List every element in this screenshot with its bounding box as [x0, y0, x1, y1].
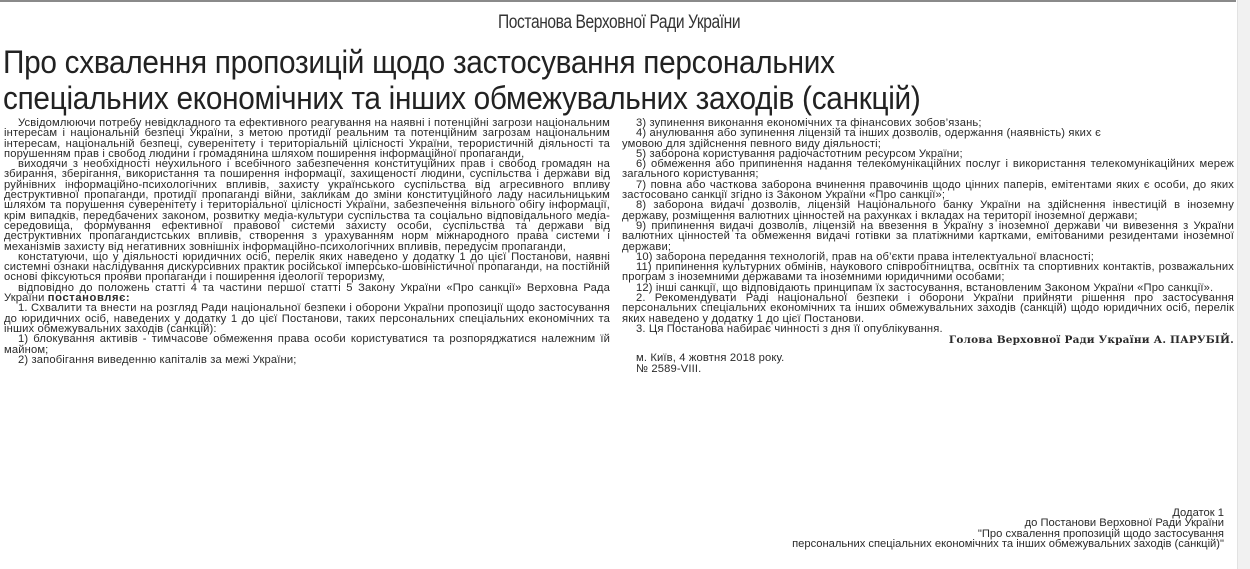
preamble-4-text: відповідно до положень статті 4 та частини першої статті 5 Закону України «Про санкції» Верховна Рада України: [4, 281, 610, 305]
document-kicker: Постанова Верховної Ради України: [497, 12, 741, 33]
title-line-2: спеціальних економічних та інших обмежувальних заходів (санкцій): [3, 80, 921, 116]
paragraph-item-2: 2. Рекомендувати Раді національної безпеки і оборони України прийняти рішення про застосування персональних спеціальних економічних та інших обмежувальних заходів (санкцій) щодо юридичних осіб, перелік яких наведено у додатку 1 до цієї Постанови.: [622, 292, 1234, 325]
sanction-item-10: 10) заборона передання технологій, прав на об’єкти права інтелектуальної власності;: [636, 250, 1095, 263]
top-divider: [0, 0, 1236, 2]
paragraph-item-3: 3. Ця Постанова набирає чинності з дня її опублікування.: [636, 322, 943, 335]
annex-header: [792, 508, 1224, 550]
annex-line-2: до Постанови Верховної Ради України: [1024, 517, 1224, 530]
sanction-item-3: 3) зупинення виконання економічних та фінансових зобов’язань;: [636, 117, 982, 129]
paragraph-preamble-4: [4, 283, 610, 304]
sanction-item-9: 9) припинення видачі дозволів, ліцензій на ввезення в Україну з іноземної держави чи вивезення з України валютних цінностей та обмеження видачі готівки за платіжними картками, емітованими резидентами іноземної держави;: [622, 219, 1234, 253]
paragraph-item-1: 1. Схвалити та внести на розгляд Ради національної безпеки і оборони України пропозиції щодо застосування до юридичних осіб, наведених у додатку 1 до цієї Постанови, таких персональних спеціальних економічних та інших обмежувальних заходів (санкцій):: [4, 302, 610, 335]
annex-line-3: "Про схвалення пропозицій щодо застосування: [977, 527, 1224, 540]
sanction-item-6: 6) обмеження або припинення надання телекомунікаційних послуг і використання телекомунікаційних мереж загального користування;: [622, 158, 1234, 181]
sanction-item-1: 1) блокування активів - тимчасове обмеження права особи користуватися та розпоряджатися належним їй майном;: [4, 333, 610, 356]
sanction-item-2: 2) запобігання виведенню капіталів за межі України;: [18, 353, 297, 366]
right-column: [622, 118, 1234, 375]
sanction-item-7: 7) повна або часткова заборона вчинення правочинів щодо цінних паперів, емітентами яких є особи, до яких застосовано санкції згідно із Законом України «Про санкції»;: [622, 178, 1234, 202]
left-column: [4, 118, 610, 365]
document-meta: [622, 353, 1234, 375]
resolves-keyword: постановляє:: [47, 292, 131, 305]
sanction-item-5: 5) заборона користування радіочастотним ресурсом України;: [636, 147, 963, 160]
signature: Голова Верховної Ради України А. ПАРУБІЙ.: [948, 334, 1234, 347]
vertical-scrollbar[interactable]: [1237, 0, 1250, 569]
place-date: м. Київ, 4 жовтня 2018 року.: [636, 351, 785, 364]
sanction-item-12: 12) інші санкції, що відповідають принципам їх застосування, встановленим Законом України «Про санкції».: [636, 281, 1214, 294]
annex-line-4: персональних спеціальних економічних та інших обмежувальних заходів (санкцій)": [792, 538, 1224, 551]
sanction-item-8: 8) заборона видачі дозволів, ліцензій Національного банку України на здійснення інвестицій в іноземну державу, розміщення валютних цінностей на рахунках і вкладах на території іноземної держави;: [622, 199, 1234, 222]
sanction-item-11: 11) припинення культурних обмінів, наукового співробітництва, освітніх та спортивних контактів, розважальних програм з іноземними державами та іноземними юридичними особами;: [622, 261, 1234, 284]
paragraph-preamble-3: констатуючи, що у діяльності юридичних осіб, перелік яких наведено у додатку 1 до цієї Постанови, наявні системні ознаки наслідування дискурсивних практик російської імперсько-шовіністичної пропаганди, на постійній основі фіксуються прояви пропаганди і поширення ідеології тероризму,: [4, 250, 610, 284]
annex-line-1: Додаток 1: [1172, 507, 1224, 519]
sanction-item-4: 4) анулювання або зупинення ліцензій та інших дозволів, одержання (наявність) яких є умовою для здійснення певного виду діяльності;: [622, 127, 1101, 150]
page-title: [3, 44, 921, 116]
title-line-1: Про схвалення пропозицій щодо застосування персональних: [3, 44, 835, 80]
paragraph-preamble-1: Усвідомлюючи потребу невідкладного та ефективного реагування на наявні і потенційні загрози національним інтересам і національній безпеці України, з метою протидії реальним та потенційним загрозам національним інтересам, національній безпеці, суверенітету і територіальній цілісності України, терористичній діяльності та порушенням прав і свобод людини і громадянина шляхом поширення інформаційної пропаганди,: [4, 117, 610, 160]
paragraph-preamble-2: виходячи з необхідності неухильного і всебічного забезпечення конституційних прав і свобод громадян на збирання, зберігання, використання та поширення інформації, захищеності людини, суспільства і держави від руйнівних інформаційно-психологічних впливів, захисту українського суспільства від агресивного впливу деструктивної пропаганди, протидії пропаганді війни, закликам до зміни конституційного ладу насильницьким шляхом та порушення суверенітету і територіальної цілісності України, забезпечення вільного обігу інформації, крім випадків, передбачених законом, розвитку медіа-культури суспільства та соціально відповідального медіа-середовища, формування ефективної правової системи захисту особи, суспільства та держави від деструктивних пропагандистських впливів, створення з урахуванням норм міжнародного права системи і механізмів захисту від негативних зовнішніх інформаційно-психологічних впливів, передусім пропаганди,: [4, 158, 610, 253]
document-number: № 2589-VIII.: [636, 362, 702, 375]
